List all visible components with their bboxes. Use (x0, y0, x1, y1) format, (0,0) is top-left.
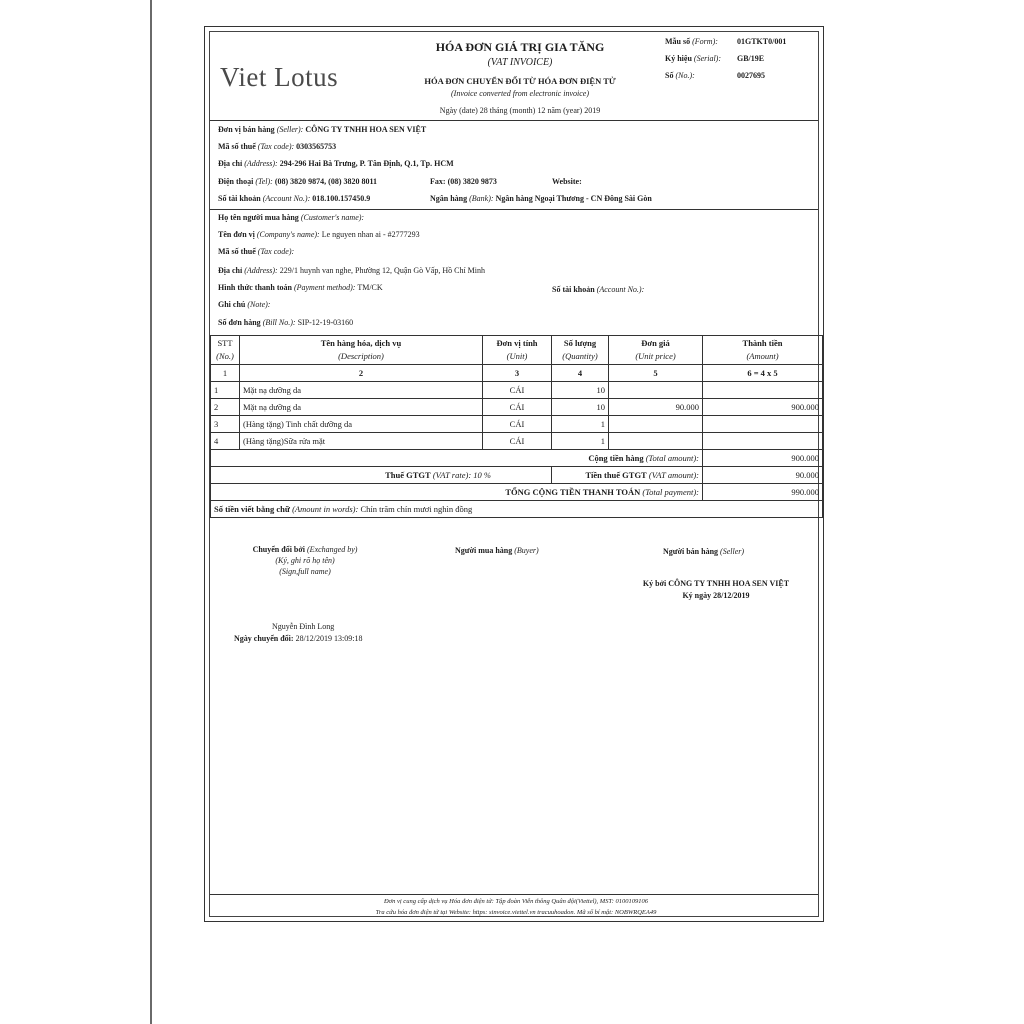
table-cell (703, 382, 823, 399)
buyer-company-row: Tên đơn vị (Company's name): Le nguyen nhan ai - #2777293 (218, 230, 420, 239)
amount-in-words: Số tiền viết bằng chữ (Amount in words): Chín trăm chín mươi nghìn đồng (211, 501, 823, 518)
convert-date-row: Ngày chuyển đổi: 28/12/2019 13:09:18 (234, 634, 363, 643)
seller-account-row: Số tài khoản (Account No.): 018.100.157450.9 (218, 194, 371, 203)
table-cell: 900.000 (703, 399, 823, 416)
converter-name: Nguyễn Đình Long (272, 622, 335, 631)
total-payment-label: TỔNG CỘNG TIỀN THANH TOÁN (Total payment): (211, 484, 703, 501)
divider (210, 894, 818, 895)
total-amount-row (211, 450, 823, 467)
form-number-label: Mẫu số (Form): (665, 37, 718, 46)
table-cell: 4 (552, 365, 609, 382)
buyer-account-row: Số tài khoản (Account No.): (552, 285, 645, 294)
amount-in-words-row (211, 501, 823, 518)
table-cell (609, 382, 703, 399)
table-cell: 10 (552, 399, 609, 416)
table-cell: 10 (552, 382, 609, 399)
invoice-no: 0027695 (737, 71, 765, 80)
table-cell: 1 (211, 365, 240, 382)
table-row (211, 433, 823, 450)
table-cell: 1 (552, 433, 609, 450)
buyer-name-row: Họ tên người mua hàng (Customer's name): (218, 213, 365, 222)
page-fold-line (150, 0, 152, 1024)
invoice-no-label: Số (No.): (665, 71, 695, 80)
table-cell: 90.000 (609, 399, 703, 416)
buyer-bill-row: Số đơn hàng (Bill No.): SIP-12-19-03160 (218, 318, 354, 327)
invoice-title-en: (VAT INVOICE) (487, 57, 553, 68)
table-cell: 1 (552, 416, 609, 433)
table-cell (609, 416, 703, 433)
invoice-frame (209, 31, 819, 917)
table-row (211, 382, 823, 399)
invoice-page (204, 26, 824, 922)
converted-title: HÓA ĐƠN CHUYỂN ĐỔI TỪ HÓA ĐƠN ĐIỆN TỬ (424, 76, 616, 86)
digital-signature-by: Ký bởi CÔNG TY TNHH HOA SEN VIỆT (642, 579, 790, 588)
column-header-description: Tên hàng hóa, dịch vụ (Description) (240, 336, 483, 365)
buyer-address-row: Địa chỉ (Address): 229/1 huynh van nghe, Phường 12, Quận Gò Vấp, Hồ Chí Minh (218, 266, 486, 275)
seller-bank-row: Ngân hàng (Bank): Ngân hàng Ngoại Thương - CN Đông Sài Gòn (430, 194, 652, 203)
buyer-note-row: Ghi chú (Note): (218, 300, 271, 309)
table-cell: (Hàng tặng) Tinh chất dưỡng da (240, 416, 483, 433)
total-amount-label: Cộng tiền hàng (Total amount): (211, 450, 703, 467)
serial-number: GB/19E (737, 54, 765, 63)
table-cell: 5 (609, 365, 703, 382)
column-header-amount: Thành tiền (Amount) (703, 336, 823, 365)
seller-tax-row: Mã số thuế (Tax code): 0303565753 (218, 142, 337, 151)
divider (210, 120, 818, 121)
column-header-unit-price: Đơn giá (Unit price) (609, 336, 703, 365)
converted-title-en: (Invoice converted from electronic invoice) (450, 89, 589, 98)
table-row (211, 416, 823, 433)
table-cell: 3 (483, 365, 552, 382)
table-header-row (211, 336, 823, 365)
total-payment-value: 990.000 (703, 484, 823, 501)
table-cell: 4 (211, 433, 240, 450)
column-header-quantity: Số lượng (Quantity) (552, 336, 609, 365)
seller-signature-label: Người bán hàng (Seller) (663, 547, 745, 556)
divider (210, 209, 818, 210)
table-cell: (Hàng tặng)Sữa rửa mặt (240, 433, 483, 450)
table-cell (703, 416, 823, 433)
seller-tel-row: Điện thoại (Tel): (08) 3820 9874, (08) 3820 8011 (218, 177, 378, 186)
table-row (211, 399, 823, 416)
table-cell (703, 433, 823, 450)
serial-label: Ký hiệu (Serial): (665, 54, 722, 63)
table-cell: CÁI (483, 433, 552, 450)
buyer-payment-row: Hình thức thanh toán (Payment method): TM/CK (218, 283, 383, 292)
table-index-row (211, 365, 823, 382)
table-cell: CÁI (483, 416, 552, 433)
seller-fax-row: Fax: (08) 3820 9873 (430, 177, 497, 186)
vat-row (211, 467, 823, 484)
total-payment-row (211, 484, 823, 501)
column-header-unit: Đơn vị tính (Unit) (483, 336, 552, 365)
column-header-no: STT (No.) (211, 336, 240, 365)
buyer-tax-row: Mã số thuế (Tax code): (218, 247, 295, 256)
company-logo: Viet Lotus (220, 62, 339, 92)
table-cell (609, 433, 703, 450)
exchanged-by-block: Chuyển đổi bởi (Exchanged by) (Ký, ghi rõ họ tên) (Sign,full name) (252, 545, 358, 576)
table-cell: Mặt nạ dưỡng da (240, 399, 483, 416)
footer-lookup: Tra cứu hóa đơn điện tử tại Website: https: sinvoice.viettel.vn tracuuhoadon. Mã số bí mật: NOBWRQEA49 (375, 909, 657, 916)
vat-amount-value: 90.000 (703, 467, 823, 484)
vat-amount-label: Tiền thuế GTGT (VAT amount): (552, 467, 703, 484)
table-cell: Mặt nạ dưỡng da (240, 382, 483, 399)
table-cell: CÁI (483, 399, 552, 416)
invoice-date: Ngày (date) 28 tháng (month) 12 năm (year) 2019 (439, 106, 601, 115)
form-number: 01GTKT0/001 (737, 37, 787, 46)
footer-provider: Đơn vị cung cấp dịch vụ Hóa đơn điện tử: Tập đoàn Viễn thông Quân đội(Viettel), MST: 0100109106 (383, 898, 649, 905)
table-cell: CÁI (483, 382, 552, 399)
seller-address-row: Địa chỉ (Address): 294-296 Hai Bà Trưng, P. Tân Định, Q.1, Tp. HCM (218, 159, 454, 168)
items-table (210, 335, 823, 518)
table-cell: 3 (211, 416, 240, 433)
invoice-title: HÓA ĐƠN GIÁ TRỊ GIA TĂNG (435, 40, 605, 54)
digital-signature-date: Ký ngày 28/12/2019 (682, 591, 750, 600)
seller-website-label: Website: (552, 177, 582, 186)
table-cell: 6 = 4 x 5 (703, 365, 823, 382)
table-cell: 1 (211, 382, 240, 399)
total-amount-value: 900.000 (703, 450, 823, 467)
table-cell: 2 (211, 399, 240, 416)
buyer-signature-label: Người mua hàng (Buyer) (455, 546, 539, 555)
table-cell: 2 (240, 365, 483, 382)
vat-rate: Thuế GTGT (VAT rate): 10 % (211, 467, 552, 484)
seller-name-row: Đơn vị bán hàng (Seller): CÔNG TY TNHH HOA SEN VIỆT (218, 125, 427, 134)
